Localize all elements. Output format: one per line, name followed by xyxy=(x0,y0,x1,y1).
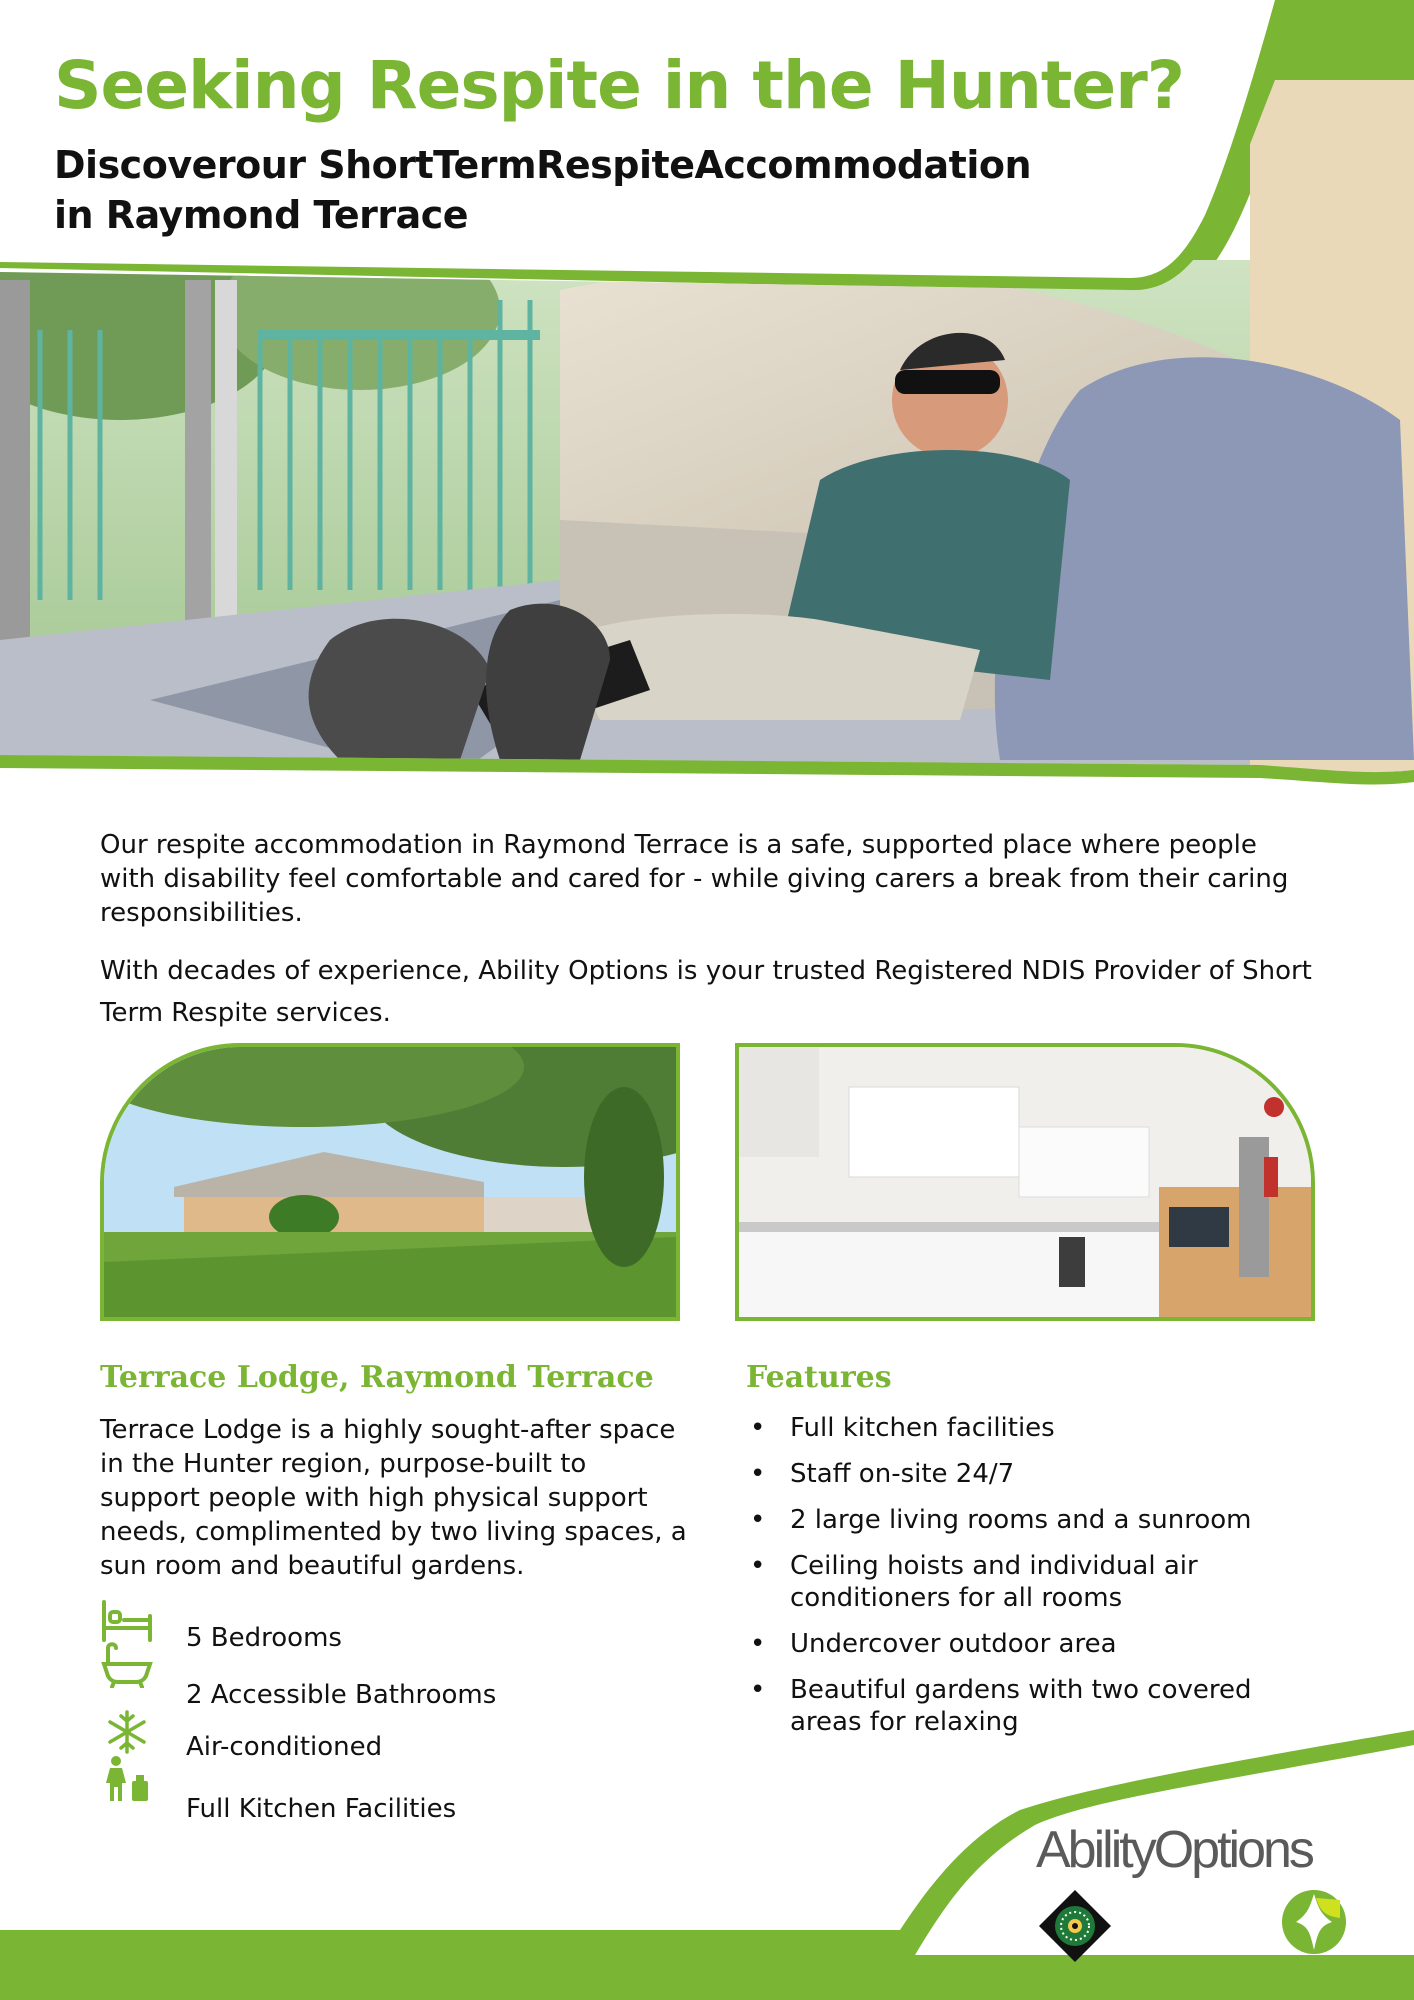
lodge-heading: Terrace Lodge, Raymond Terrace xyxy=(100,1360,654,1395)
bath-icon xyxy=(100,1640,154,1688)
feature-item: • Ceiling hoists and individual air conditioners for all rooms xyxy=(746,1550,1306,1614)
indigenous-emblem-icon xyxy=(1037,1888,1113,1964)
feature-item: • Beautiful gardens with two covered areas for relaxing xyxy=(746,1674,1306,1738)
page-title: Seeking Respite in the Hunter? xyxy=(54,47,1185,124)
feature-item: • Undercover outdoor area xyxy=(746,1628,1306,1660)
features-list xyxy=(746,1412,1306,1738)
features-heading: Features xyxy=(746,1360,892,1395)
feature-item: • Full kitchen facilities xyxy=(746,1412,1306,1444)
intro-paragraph-1: Our respite accommodation in Raymond Terrace is a safe, supported place where people with disability feel comfortable and cared for - while giving carers a break from their caring responsibilities. xyxy=(100,830,1289,928)
snowflake-icon xyxy=(100,1708,154,1756)
page-subtitle xyxy=(54,140,1031,240)
bed-icon xyxy=(100,1598,154,1646)
lodge-photo xyxy=(100,1043,680,1321)
subtitle-line-2: in Raymond Terrace xyxy=(54,193,469,237)
brand-wordmark: AbilityOptions xyxy=(1036,1821,1312,1879)
amenity-bathrooms: 2 Accessible Bathrooms xyxy=(186,1680,497,1710)
lodge-description: Terrace Lodge is a highly sought-after space in the Hunter region, purpose-built to support people with high physical support needs, complimented by two living spaces, a sun room and beautiful gardens. xyxy=(100,1415,687,1581)
amenity-air-conditioned: Air-conditioned xyxy=(186,1732,383,1762)
amenity-bedrooms: 5 Bedrooms xyxy=(186,1623,342,1653)
intro-paragraph-2: With decades of experience, Ability Options is your trusted Registered NDIS Provider of Short Term Respite services. xyxy=(100,956,1312,1028)
ability-options-logo-icon xyxy=(1280,1888,1348,1956)
kitchen-photo xyxy=(735,1043,1315,1321)
amenity-kitchen: Full Kitchen Facilities xyxy=(186,1794,457,1824)
subtitle-line-1: Discoverour ShortTermRespiteAccommodation xyxy=(54,143,1032,187)
feature-item: • Staff on-site 24/7 xyxy=(746,1458,1306,1490)
kitchen-person-icon xyxy=(100,1755,154,1803)
feature-item: • 2 large living rooms and a sunroom xyxy=(746,1504,1306,1536)
